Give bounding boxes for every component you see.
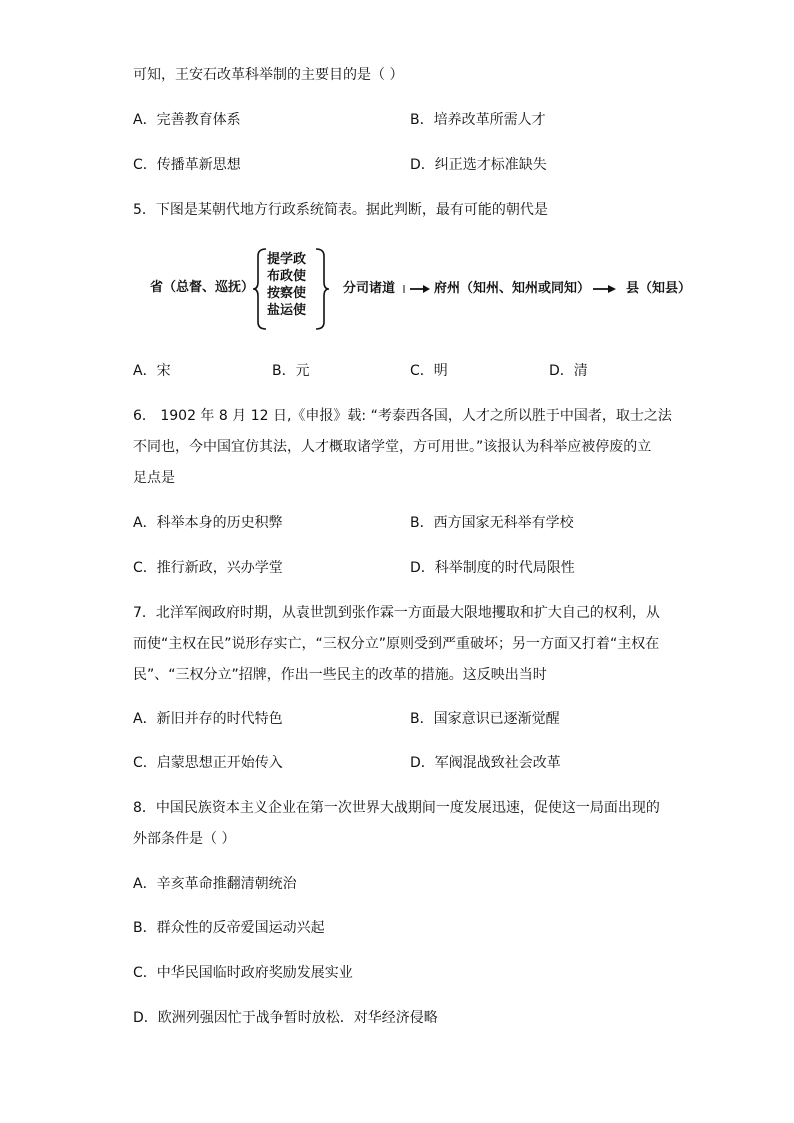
official-finance: 布政使 bbox=[267, 269, 307, 284]
diagram-prefecture: 府州（知州、知州或同知） bbox=[434, 281, 591, 296]
official-education: 提学政 bbox=[267, 252, 307, 267]
q5-option-c[interactable]: C．明 bbox=[410, 363, 448, 379]
q4-option-d[interactable]: D．纠正选才标准缺失 bbox=[410, 157, 547, 173]
admin-system-diagram bbox=[140, 246, 700, 332]
left-brace-icon bbox=[252, 248, 268, 330]
q7-stem-line-1: 7．北洋军阀政府时期，从袁世凯到张作霖一方面最大限地攫取和扩大自己的权利，从 bbox=[133, 605, 660, 621]
q5-option-d[interactable]: D．清 bbox=[549, 363, 588, 379]
q4-stem: 可知，王安石改革科举制的主要目的是（ ） bbox=[133, 67, 404, 83]
diagram-county: 县（知县） bbox=[626, 281, 692, 296]
q5-option-a[interactable]: A．宋 bbox=[133, 363, 171, 379]
q6-option-d[interactable]: D．科举制度的时代局限性 bbox=[410, 560, 575, 576]
q7-option-c[interactable]: C．启蒙思想正开始传入 bbox=[133, 755, 283, 771]
q6-option-c[interactable]: C．推行新政，兴办学堂 bbox=[133, 560, 283, 576]
official-salt: 盐运使 bbox=[267, 303, 307, 318]
q8-option-b[interactable]: B．群众性的反帝爱国运动兴起 bbox=[133, 920, 325, 936]
q8-option-d[interactable]: D．欧洲列强因忙于战争暂时放松．对华经济侵略 bbox=[133, 1010, 438, 1026]
q6-option-a[interactable]: A．科举本身的历史积弊 bbox=[133, 515, 283, 531]
q7-stem-line-2: 而使“主权在民”说形存实亡，“三权分立”原则受到严重破坏；另一方面又打着“主权在 bbox=[133, 636, 660, 652]
q8-stem-line-2: 外部条件是（ ） bbox=[133, 831, 236, 847]
q6-option-b[interactable]: B．西方国家无科举有学校 bbox=[410, 515, 574, 531]
q4-option-c[interactable]: C．传播革新思想 bbox=[133, 157, 241, 173]
q8-stem-line-1: 8．中国民族资本主义企业在第一次世界大战期间一度发展迅速，促使这一局面出现的 bbox=[133, 800, 660, 816]
diagram-circuit: 分司诸道 bbox=[343, 281, 396, 296]
q6-stem-line-3: 足点是 bbox=[133, 470, 175, 486]
q5-stem: 5．下图是某朝代地方行政系统简表。据此判断，最有可能的朝代是 bbox=[133, 202, 548, 218]
q7-stem-line-3: 民”、“三权分立”招牌，作出一些民主的改革的措施。这反映出当时 bbox=[133, 667, 547, 683]
q7-option-d[interactable]: D．军阀混战致社会改革 bbox=[410, 755, 561, 771]
arrow-right-icon bbox=[402, 282, 432, 296]
diagram-province: 省（总督、巡抚） bbox=[150, 280, 255, 295]
q7-option-a[interactable]: A．新旧并存的时代特色 bbox=[133, 711, 283, 727]
q7-option-b[interactable]: B．国家意识已逐渐觉醒 bbox=[410, 711, 560, 727]
q4-option-a[interactable]: A．完善教育体系 bbox=[133, 112, 241, 128]
official-judicial: 按察使 bbox=[267, 286, 307, 301]
q6-stem-line-2: 不同也，今中国宜仿其法，人才概取诸学堂，方可用世。”该报认为科举应被停废的立 bbox=[133, 439, 652, 455]
q5-option-b[interactable]: B．元 bbox=[272, 363, 310, 379]
q8-option-c[interactable]: C．中华民国临时政府奖励发展实业 bbox=[133, 965, 353, 981]
right-brace-icon bbox=[314, 248, 330, 330]
q8-option-a[interactable]: A．辛亥革命推翻清朝统治 bbox=[133, 876, 297, 892]
q6-stem-line-1: 6． 1902 年 8 月 12 日,《申报》载: “考泰西各国，人才之所以胜于中国者，取士之法 bbox=[133, 408, 672, 424]
q4-option-b[interactable]: B．培养改革所需人才 bbox=[410, 112, 546, 128]
arrow-right-icon bbox=[591, 282, 621, 296]
